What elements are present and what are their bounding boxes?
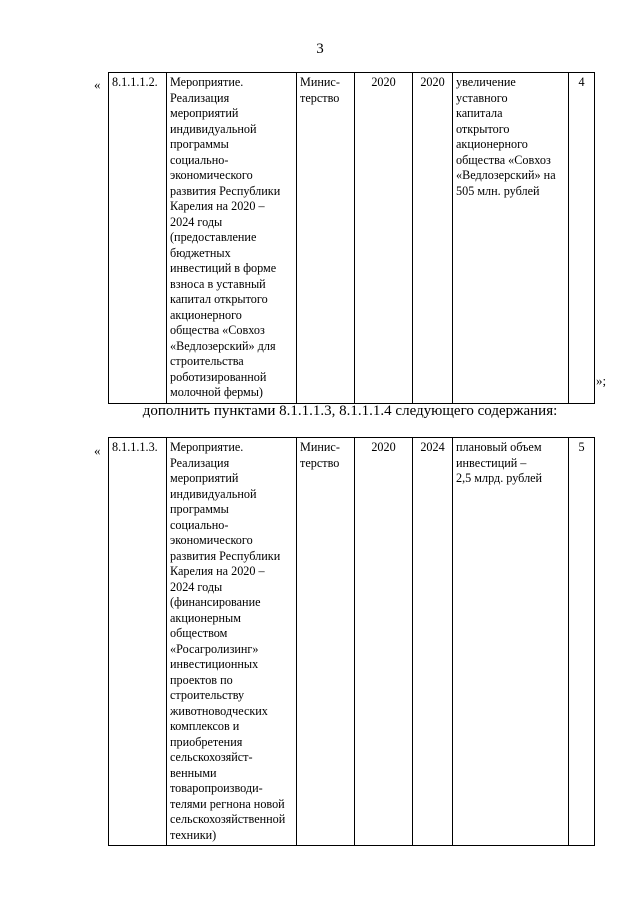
item-year-start: 2020 bbox=[355, 73, 413, 404]
item-year-start: 2020 bbox=[355, 438, 413, 846]
item-description: Мероприятие. Реализация мероприятий индивидуальной программы социально- экономического развития Республики Карелия на 2020 – 2024 годы (предоставление бюджетных инвестиций в форме взноса в уставный капитал открытого акционерного общества «Совхоз «Ведлозерский» для строительства роботизированной молочной фермы) bbox=[167, 73, 297, 404]
opening-quote: « bbox=[94, 443, 101, 458]
item-last-column: 5 bbox=[569, 438, 595, 846]
closing-quote: »; bbox=[596, 373, 607, 388]
opening-quote: « bbox=[94, 77, 101, 92]
item-responsible: Минис- терство bbox=[297, 438, 355, 846]
item-year-end: 2024 bbox=[413, 438, 453, 846]
item-result: увеличение уставного капитала открытого акционерного общества «Совхоз «Ведлозерский» на 505 млн. рублей bbox=[453, 73, 569, 404]
table-1 bbox=[108, 72, 595, 404]
table-2 bbox=[108, 437, 595, 846]
item-result: плановый объем инвестиций – 2,5 млрд. рублей bbox=[453, 438, 569, 846]
item-year-end: 2020 bbox=[413, 73, 453, 404]
page-number: 3 bbox=[316, 41, 324, 57]
item-description: Мероприятие. Реализация мероприятий индивидуальной программы социально- экономического развития Республики Карелия на 2020 – 2024 годы (финансирование акционерным обществом «Росагролизинг» инвестиционных проектов по строительству животноводческих комплексов и приобретения сельскохозяйст- венными товаропроизводи- телями регнона новой сельскохозяйственной техники) bbox=[167, 438, 297, 846]
item-number: 8.1.1.1.2. bbox=[109, 73, 167, 404]
table-row bbox=[109, 73, 595, 404]
item-last-column: 4 bbox=[569, 73, 595, 404]
item-number: 8.1.1.1.3. bbox=[109, 438, 167, 846]
table-row bbox=[109, 438, 595, 846]
instruction-text: дополнить пунктами 8.1.1.1.3, 8.1.1.1.4 следующего содержания: bbox=[142, 403, 558, 419]
item-responsible: Минис- терство bbox=[297, 73, 355, 404]
